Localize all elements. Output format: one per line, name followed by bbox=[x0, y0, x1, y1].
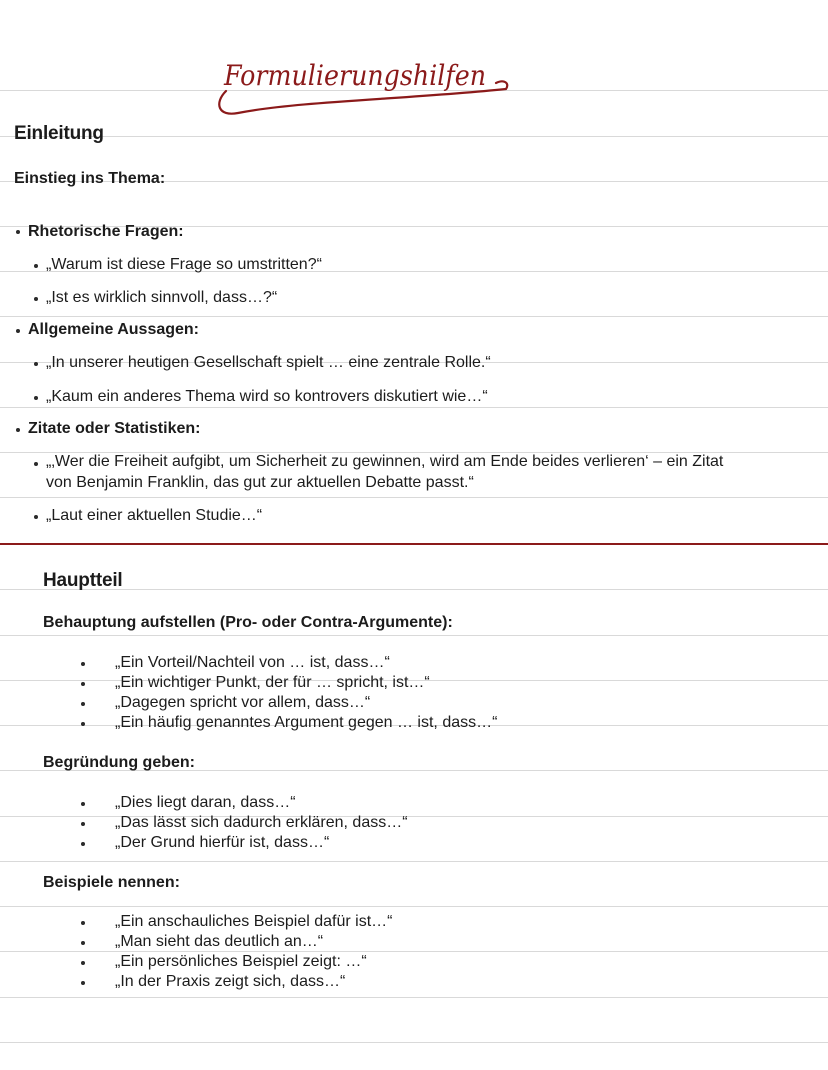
section-divider bbox=[0, 543, 828, 545]
subheading-topic-entry: Einstieg ins Thema: bbox=[14, 170, 166, 187]
bullet bbox=[81, 981, 85, 985]
group-label-rhetorical: Rhetorische Fragen: bbox=[28, 223, 184, 240]
bullet bbox=[81, 702, 85, 706]
ruled-line bbox=[0, 497, 828, 498]
ruled-line bbox=[0, 316, 828, 317]
bullet bbox=[81, 802, 85, 806]
bullet bbox=[81, 822, 85, 826]
list-item: „Ein anschauliches Beispiel dafür ist…“ bbox=[115, 913, 393, 930]
list-item: „Kaum ein anderes Thema wird so kontrovers diskutiert wie…“ bbox=[46, 388, 488, 405]
quote-item-line2: von Benjamin Franklin, das gut zur aktuellen Debatte passt.“ bbox=[46, 474, 474, 491]
group-label-general: Allgemeine Aussagen: bbox=[28, 321, 200, 338]
subheading-reasoning: Begründung geben: bbox=[43, 754, 195, 771]
ruled-line bbox=[0, 861, 828, 862]
list-item: „In unserer heutigen Gesellschaft spielt … eine zentrale Rolle.“ bbox=[46, 354, 491, 371]
list-item: „Ein häufig genanntes Argument gegen … ist, dass…“ bbox=[115, 714, 498, 731]
bullet bbox=[34, 264, 38, 268]
bullet bbox=[81, 662, 85, 666]
list-item: „Das lässt sich dadurch erklären, dass…“ bbox=[115, 814, 408, 831]
bullet bbox=[81, 682, 85, 686]
bullet bbox=[34, 515, 38, 519]
ruled-line bbox=[0, 635, 828, 636]
bullet bbox=[34, 362, 38, 366]
ruled-line bbox=[0, 136, 828, 137]
subheading-claim: Behauptung aufstellen (Pro- oder Contra-Argumente): bbox=[43, 614, 453, 631]
list-item: „Der Grund hierfür ist, dass…“ bbox=[115, 834, 330, 851]
list-item: „Man sieht das deutlich an…“ bbox=[115, 933, 324, 950]
list-item: „Ein wichtiger Punkt, der für … spricht, ist…“ bbox=[115, 674, 430, 691]
bullet bbox=[16, 230, 20, 234]
bullet bbox=[34, 297, 38, 301]
list-item: „In der Praxis zeigt sich, dass…“ bbox=[115, 973, 346, 990]
bullet bbox=[16, 329, 20, 333]
list-item: „Ist es wirklich sinnvoll, dass…?“ bbox=[46, 289, 278, 306]
section-heading-main: Hauptteil bbox=[43, 570, 123, 591]
bullet bbox=[81, 941, 85, 945]
quote-item-line1: „‚Wer die Freiheit aufgibt, um Sicherheit zu gewinnen, wird am Ende beides verlieren‘ – ein Zitat bbox=[46, 453, 724, 470]
ruled-line bbox=[0, 906, 828, 907]
bullet bbox=[81, 921, 85, 925]
ruled-line bbox=[0, 997, 828, 998]
ruled-line bbox=[0, 407, 828, 408]
handwritten-title bbox=[210, 55, 520, 125]
bullet bbox=[81, 842, 85, 846]
list-item: „Ein Vorteil/Nachteil von … ist, dass…“ bbox=[115, 654, 390, 671]
ruled-line bbox=[0, 589, 828, 590]
list-item: „Dies liegt daran, dass…“ bbox=[115, 794, 296, 811]
list-item: „Warum ist diese Frage so umstritten?“ bbox=[46, 256, 322, 273]
section-heading-intro: Einleitung bbox=[14, 123, 104, 144]
bullet bbox=[81, 722, 85, 726]
title-text: Formulierungshilfen bbox=[223, 59, 486, 92]
subheading-examples: Beispiele nennen: bbox=[43, 874, 180, 891]
bullet bbox=[81, 961, 85, 965]
bullet bbox=[34, 396, 38, 400]
group-label-quotes: Zitate oder Statistiken: bbox=[28, 420, 201, 437]
list-item: „Laut einer aktuellen Studie…“ bbox=[46, 507, 263, 524]
bullet bbox=[16, 428, 20, 432]
list-item: „Ein persönliches Beispiel zeigt: …“ bbox=[115, 953, 367, 970]
list-item: „Dagegen spricht vor allem, dass…“ bbox=[115, 694, 371, 711]
ruled-line bbox=[0, 1042, 828, 1043]
bullet bbox=[34, 462, 38, 466]
